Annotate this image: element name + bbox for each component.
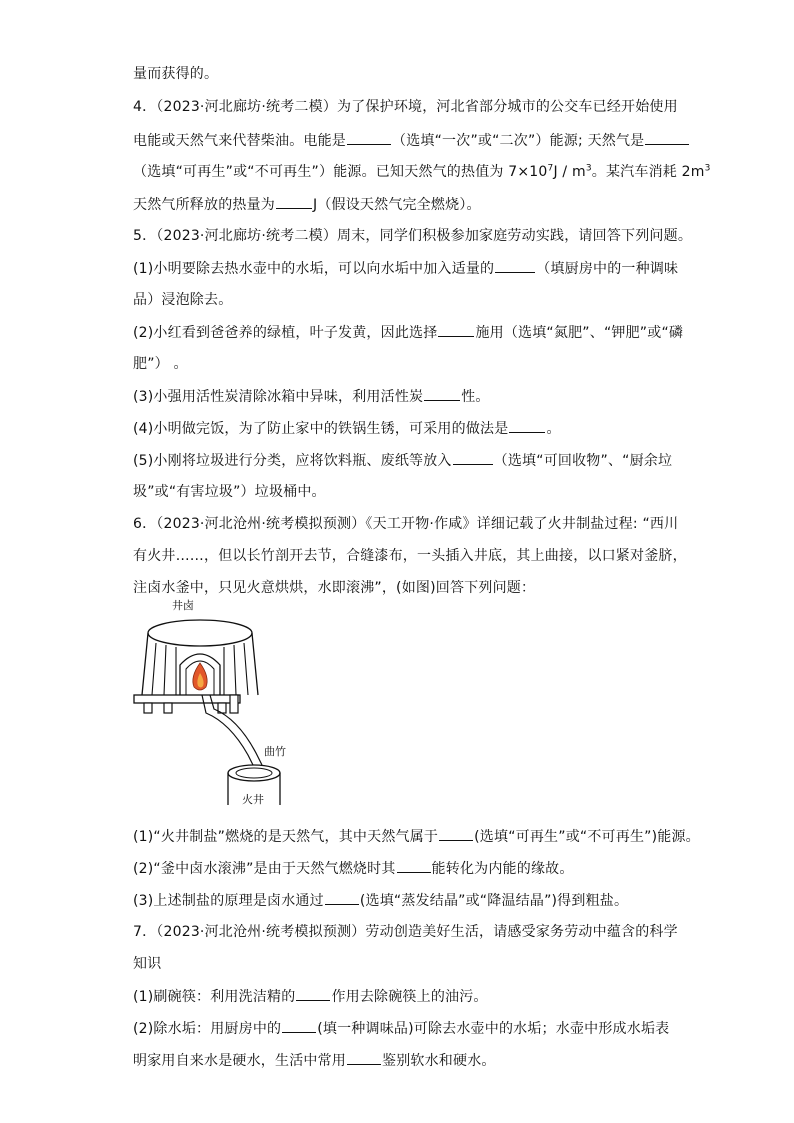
question-4-line-2: 电能或天然气来代替柴油。电能是 （选填“一次”或“二次”）能源; 天然气是 [133, 130, 690, 151]
answer-blank[interactable] [276, 194, 312, 209]
answer-blank[interactable] [509, 418, 545, 433]
text-line: 量而获得的。 [133, 66, 219, 82]
question-6-line-1: 6．（2023·河北沧州·统考模拟预测）《天工开物·作咸》详细记载了火井制盐过程: “西川 [133, 516, 679, 532]
question-7-line-2: 知识 [133, 956, 162, 972]
answer-blank[interactable] [645, 130, 689, 145]
answer-blank[interactable] [282, 1018, 316, 1033]
question-7-line-1: 7．（2023·河北沧州·统考模拟预测）劳动创造美好生活，请感受家务劳动中蕴含的科学 [133, 924, 678, 940]
figure-label-brine: 井卤 [172, 599, 194, 612]
platform-shape [134, 695, 240, 703]
figure-label-fire-well: 火井 [242, 793, 264, 806]
question-6-sub-3: (3)上述制盐的原理是卤水通过 (选填“蒸发结晶”或“降温结晶”)得到粗盐。 [133, 890, 628, 911]
platform-leg-shape [164, 703, 172, 713]
question-6-sub-2: (2)“釜中卤水滚沸”是由于天然气燃烧时其 能转化为内能的缘故。 [133, 858, 574, 879]
question-5-line-3: 品）浸泡除去。 [133, 292, 233, 308]
question-5-line-6: (3)小强用活性炭清除冰箱中异味，利用活性炭 性。 [133, 386, 490, 407]
answer-blank[interactable] [296, 986, 330, 1001]
bamboo-pipe-shape [202, 695, 254, 767]
fire-well-figure [130, 595, 310, 815]
platform-leg-shape [144, 703, 152, 713]
question-4-line-1: 4．（2023·河北廊坊·统考二模）为了保护环境，河北省部分城市的公交车已经开始使用 [133, 99, 678, 115]
answer-blank[interactable] [453, 450, 493, 465]
question-4-line-4: 天然气所释放的热量为 J（假设天然气完全燃烧）。 [133, 194, 481, 215]
question-7-sub-2: (2)除水垢：用厨房中的 (填一种调味品)可除去水壶中的水垢；水壶中形成水垢表 [133, 1018, 669, 1039]
answer-blank[interactable] [347, 1050, 381, 1065]
answer-blank[interactable] [397, 858, 431, 873]
question-7-sub-1: (1)刷碗筷：利用洗洁精的 作用去除碗筷上的油污。 [133, 986, 488, 1007]
answer-blank[interactable] [439, 826, 473, 841]
answer-blank[interactable] [438, 322, 474, 337]
well-inner-shape [236, 768, 272, 778]
question-6-line-3: 注卤水釜中，只见火意烘烘，水即滚沸”，(如图)回答下列问题： [133, 580, 536, 596]
question-6-sub-1: (1)“火井制盐”燃烧的是天然气，其中天然气属于 (选填“可再生”或“不可再生”)能源。 [133, 826, 700, 847]
question-5-line-2: (1)小明要除去热水壶中的水垢，可以向水垢中加入适量的 （填厨房中的一种调味 [133, 258, 678, 279]
answer-blank[interactable] [424, 386, 460, 401]
figure-label-bamboo: 曲竹 [264, 745, 286, 758]
cauldron-top-shape [148, 620, 252, 646]
question-5-line-5: 肥”） 。 [133, 356, 188, 372]
question-5-line-8: (5)小刚将垃圾进行分类，应将饮料瓶、废纸等放入 （选填“可回收物”、“厨余垃 [133, 450, 672, 471]
question-5-line-1: 5．（2023·河北廊坊·统考二模）周末，同学们积极参加家庭劳动实践，请回答下列问题。 [133, 228, 693, 244]
answer-blank[interactable] [325, 890, 359, 905]
question-5-line-7: (4)小明做完饭，为了防止家中的铁锅生锈，可采用的做法是 。 [133, 418, 561, 439]
answer-blank[interactable] [347, 130, 391, 145]
question-7-sub-3: 明家用自来水是硬水，生活中常用 鉴别软水和硬水。 [133, 1050, 496, 1071]
question-4-line-3: （选填“可再生”或“不可再生”）能源。已知天然气的热值为 $7\times 10^7J / m^3$。某汽车消耗 $2m^3$ [133, 163, 711, 180]
answer-blank[interactable] [495, 258, 535, 273]
platform-leg-shape [230, 695, 238, 713]
question-5-line-4: (2)小红看到爸爸养的绿植，叶子发黄，因此选择 施用（选填“氮肥”、“钾肥”或“磷 [133, 322, 683, 343]
question-5-line-9: 圾”或“有害垃圾”）垃圾桶中。 [133, 484, 326, 500]
question-6-line-2: 有火井……，但以长竹剖开去节，合缝漆布，一头插入井底，其上曲接，以口紧对釜脐， [133, 548, 687, 564]
